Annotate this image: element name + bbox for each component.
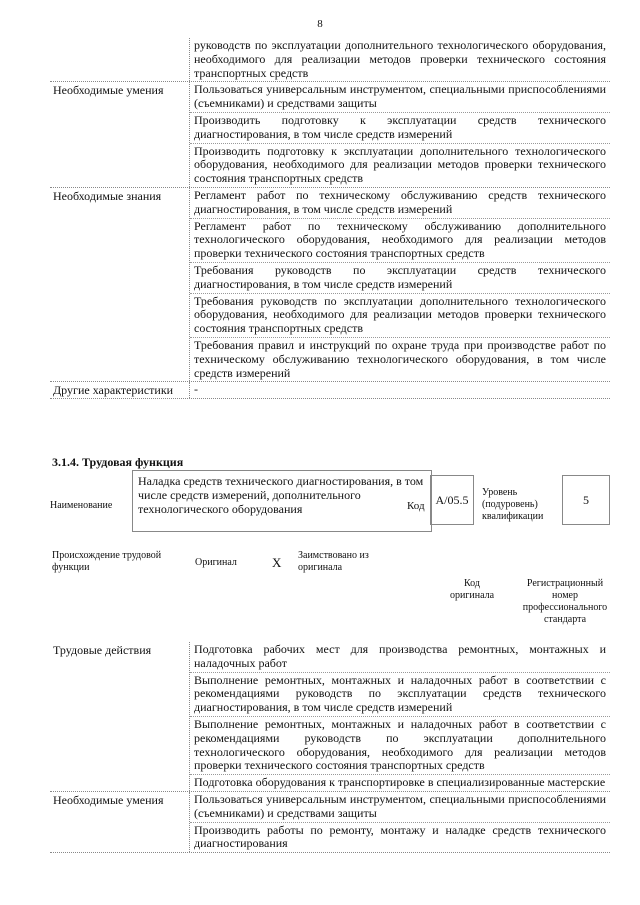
table-cell: Выполнение ремонтных, монтажных и наладочных работ в соответствии с рекомендациями руководств по эксплуатации дополнительного технологического оборудования, необходимого для реализации методов проверки технического состояния транспортных средств [190,717,610,775]
table-cell: Производить подготовку к эксплуатации дополнительного технологического оборудования, необходимого для реализации методов проверки технического состояния транспортных средств [194,143,606,186]
row-label: Необходимые знания [50,188,190,381]
code-value: А/05.5 [435,493,469,507]
original-label: Оригинал [195,557,237,568]
function-header [50,470,610,540]
origin-code-label: Код оригинала [449,578,495,601]
row-label: Другие характеристики [50,382,190,398]
table-cell: Регламент работ по техническому обслуживанию средств технического диагностирования, в том числе средств измерений [190,188,610,219]
borrowed-label: Заимствовано из оригинала [298,550,369,573]
table-cell: - [194,382,198,397]
name-box [132,470,432,532]
page-number: 8 [317,18,323,30]
level-label: Уровень (подуровень) квалификации [482,487,544,522]
row-label: Необходимые умения [50,792,190,852]
table-cell: Требования руководств по эксплуатации средств технического диагностирования, в том числе средств измерений [190,263,610,294]
table-row [50,188,610,382]
table-cell: Выполнение ремонтных, монтажных и наладочных работ в соответствии с рекомендациями руководств по эксплуатации средств технического диагностирования, в том числе средств измерений [190,673,610,717]
top-table [50,38,610,399]
level-value: 5 [583,493,589,507]
section-title: 3.1.4. Трудовая функция [52,455,184,469]
table-row [50,382,610,399]
bottom-table [50,642,610,853]
table-cell: Производить подготовку к эксплуатации средств технического диагностирования, в том числе средств измерений [190,113,610,144]
table-cell: руководств по эксплуатации дополнительного технологического оборудования, необходимого для реализации методов проверки технического состояния транспортных средств [194,38,606,80]
table-row [50,792,610,853]
table-row [50,38,610,82]
table-cell: Требования правил и инструкций по охране труда при производстве работ по техническому обслуживанию технологического оборудования, в том числе средств измерений [194,337,606,380]
level-box [562,475,610,525]
table-cell: Производить работы по ремонту, монтажу и наладке средств технического диагностирования [194,822,606,851]
table-cell: Регламент работ по техническому обслуживанию дополнительного технологического оборудования, необходимого для реализации методов проверки технического состояния транспортных средств [190,219,610,263]
table-cell: Подготовка рабочих мест для производства ремонтных, монтажных и наладочных работ [190,642,610,673]
row-label: Трудовые действия [50,642,190,791]
name-label: Наименование [50,500,113,511]
table-cell: Подготовка оборудования к транспортировке в специализированные мастерские [194,775,606,790]
table-cell: Пользоваться универсальным инструментом, специальными приспособлениями (съемниками) и средствами защиты [190,82,610,113]
code-label: Код [407,500,425,512]
original-mark: X [272,555,282,570]
reg-number-label: Регистрационный номер профессионального стандарта [522,578,608,625]
row-label: Необходимые умения [50,82,190,187]
table-cell: Требования руководств по эксплуатации дополнительного технологического оборудования, необходимого для реализации методов проверки технического состояния транспортных средств [190,294,610,338]
table-row [50,82,610,188]
table-cell: Пользоваться универсальным инструментом, специальными приспособлениями (съемниками) и средствами защиты [190,792,610,823]
name-value: Наладка средств технического диагностирования, в том числе средств измерений, дополнительного технологического оборудования [138,474,424,516]
code-box [430,475,474,525]
row-label [50,38,190,81]
table-row [50,642,610,792]
origin-label: Происхождение трудовой функции [52,550,162,573]
